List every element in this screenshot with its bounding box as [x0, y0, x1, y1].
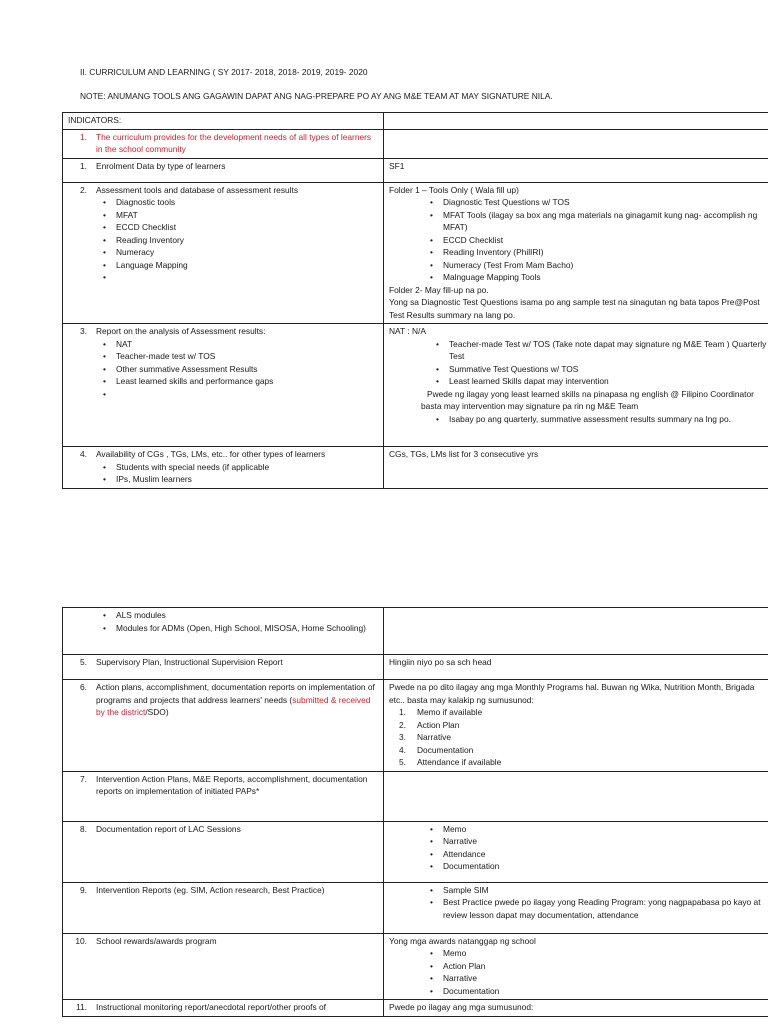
- list-item: • ECCD Checklist: [425, 234, 768, 247]
- indicator-7: 7. Intervention Action Plans, M&E Reports, accomplishment, documentation reports on implementation of initiated PAPs*: [80, 773, 368, 796]
- submitted-note: submitted & received by the district: [96, 694, 371, 717]
- indicator-1: 1. Enrolment Data by type of learners: [80, 160, 226, 171]
- indicators-table-2: [62, 607, 768, 1017]
- list-item: • IPs, Muslim learners: [98, 473, 378, 486]
- list-item: • NAT: [98, 338, 378, 351]
- indicator-11: 11. Instructional monitoring report/anecdotal report/other proofs of: [75, 1002, 326, 1012]
- list-item: • Diagnostic Test Questions w/ TOS: [425, 196, 768, 209]
- indicator-4: 4. Availability of CGs , TGs, LMs, etc.. for other types of learners: [80, 449, 326, 459]
- list-item: • Modules for ADMs (Open, High School, MISOSA, Home Schooling): [98, 622, 378, 635]
- list-item: • Best Practice pwede po ilagay yong Reading Program: yong nagpapabasa po kayo at review lesson dapat may documentation, attendance: [425, 896, 768, 921]
- list-item: [98, 388, 378, 401]
- table-row: [63, 447, 768, 489]
- list-item: • Teacher-made Test w/ TOS (Take note dapat may signature ng M&E Team ) Quarterly Test: [431, 338, 768, 363]
- table-row: [63, 655, 768, 680]
- note-text: NOTE: ANUMANG TOOLS ANG GAGAWIN DAPAT ANG NAG-PREPARE PO AY ANG M&E TEAM AT MAY SIGNATURE NILA.: [80, 91, 553, 101]
- list-item: • Action Plan: [425, 960, 768, 973]
- list-item: • Documentation: [425, 985, 768, 998]
- list-item: • Teacher-made test w/ TOS: [98, 350, 378, 363]
- list-item: • Numeracy: [98, 246, 378, 259]
- list-item: 2. Action Plan: [399, 719, 460, 730]
- list-item: • Documentation: [425, 860, 768, 873]
- list-item: • ECCD Checklist: [98, 221, 378, 234]
- list-item: 4. Documentation: [399, 744, 474, 755]
- indicator-3-notes: NAT : N/A • Teacher-made Test w/ TOS (Take note dapat may signature ng M&E Team ) Quarterly Test • Summative Test Questions w/ TOS • Least learned Skills dapat may intervention Pwede ng ilagay yong least learned skills na pinapasa ng english @ Filipino Coordinator basta may intervention may signature pa rin ng M&E Team • Isabay po ang quarterly, summative assessment results summary na lng po.: [384, 324, 768, 447]
- indicator-9-notes: [384, 882, 768, 933]
- indicator-8-notes: [384, 821, 768, 882]
- indicator-4-notes: CGs, TGs, LMs list for 3 consecutive yrs: [384, 447, 768, 489]
- list-item: • Memo: [425, 823, 768, 836]
- list-item: • Numeracy (Test From Mam Bacho): [425, 259, 768, 272]
- table-row: [63, 821, 768, 882]
- indicator-2: 2. Assessment tools and database of assessment results: [80, 184, 299, 195]
- list-item: 5. Attendance if available: [399, 757, 502, 767]
- table-row: [63, 158, 768, 182]
- table-row: [63, 933, 768, 1000]
- list-item: • Memo: [425, 947, 768, 960]
- indicator-11-notes: Pwede po ilagay ang mga sumusunod:: [384, 1000, 768, 1017]
- section-title: II. CURRICULUM AND LEARNING ( SY 2017- 2018, 2018- 2019, 2019- 2020: [80, 67, 368, 77]
- list-item: • Isabay po ang quarterly, summative assessment results summary na lng po.: [431, 413, 768, 426]
- indicator-10: 10. School rewards/awards program: [75, 935, 217, 946]
- indicator-8: 8. Documentation report of LAC Sessions: [80, 823, 241, 834]
- list-item: • Reading Inventory (PhilIRI): [425, 246, 768, 259]
- table-row: [63, 129, 768, 158]
- list-item: 1. Memo if available: [399, 707, 483, 717]
- list-item: • MFAT: [98, 209, 378, 222]
- list-item: • Language Mapping: [98, 259, 378, 272]
- list-item: • Least learned skills and performance gaps: [98, 375, 378, 388]
- indicator-5-notes: Hingiin niyo po sa sch head: [384, 655, 768, 680]
- table-row: [63, 1000, 768, 1017]
- indicators-header: INDICATORS:: [63, 113, 384, 130]
- table-row: [63, 608, 768, 655]
- indicator-5: 5. Supervisory Plan, Instructional Supervision Report: [80, 657, 283, 667]
- list-item: • Other summative Assessment Results: [98, 363, 378, 376]
- list-item: 3. Narrative: [399, 732, 451, 742]
- list-item: • Narrative: [425, 835, 768, 848]
- list-item: • Attendance: [425, 848, 768, 861]
- indicator-2-notes: Folder 1 – Tools Only ( Wala fill up) • Diagnostic Test Questions w/ TOS • MFAT Tools (ilagay sa box ang mga materials na ginagamit kung nag- accomplish ng MFAT) • ECCD Checklist • Reading Inventory (PhilIRI) • Numeracy (Test From Mam Bacho) • Malnguage Mapping Tools Folder 2- May fill-up na po. Yong sa Diagnostic Test Questions isama po ang sample test na sinagutan ng bata tapos Pre@Post Test Results summary na lang po.: [384, 182, 768, 324]
- indicator-2-bullets: [98, 196, 378, 284]
- indicator-10-notes: Yong mga awards natanggap ng school • Memo • Action Plan • Narrative • Documentation: [384, 933, 768, 1000]
- table-row: [63, 680, 768, 772]
- list-item: • Students with special needs (if applicable: [98, 461, 378, 474]
- indicator-3: 3. Report on the analysis of Assessment results:: [80, 326, 266, 336]
- table-row: [63, 771, 768, 821]
- list-item: [98, 271, 378, 284]
- list-item: • Least learned Skills dapat may intervention: [431, 375, 768, 388]
- table-row: [63, 113, 768, 130]
- indicators-table-1: [62, 112, 768, 489]
- table-row: [63, 182, 768, 324]
- list-item: • Sample SIM: [425, 884, 768, 897]
- list-item: • Malnguage Mapping Tools: [425, 271, 768, 284]
- indicator-9: 9. Intervention Reports (eg. SIM, Action research, Best Practice): [80, 884, 325, 895]
- table-row: [63, 324, 768, 447]
- list-item: • Summative Test Questions w/ TOS: [431, 363, 768, 376]
- list-item: • ALS modules: [98, 609, 378, 622]
- list-item: • Diagnostic tools: [98, 196, 378, 209]
- table-row: [63, 882, 768, 933]
- indicator-6: 6. Action plans, accomplishment, documentation reports on implementation of programs and projects that address learners' needs (submitted & received by the district/SDO): [80, 682, 375, 717]
- indicator-6-notes: Pwede na po dito ilagay ang mga Monthly Programs hal. Buwan ng Wika, Nutrition Month, Brigada etc.. basta may kalakip ng sumusunod: 1. Memo if available 2. Action Plan 3. Narrative 4. Documentation 5. Attendance if available: [384, 680, 768, 772]
- list-item: • MFAT Tools (ilagay sa box ang mga materials na ginagamit kung nag- accomplish ng MFAT): [425, 209, 768, 234]
- list-item: • Narrative: [425, 972, 768, 985]
- section-heading: 1. The curriculum provides for the development needs of all types of learners in the school community: [80, 131, 372, 154]
- indicator-1-notes: SF1: [384, 158, 768, 182]
- list-item: • Reading Inventory: [98, 234, 378, 247]
